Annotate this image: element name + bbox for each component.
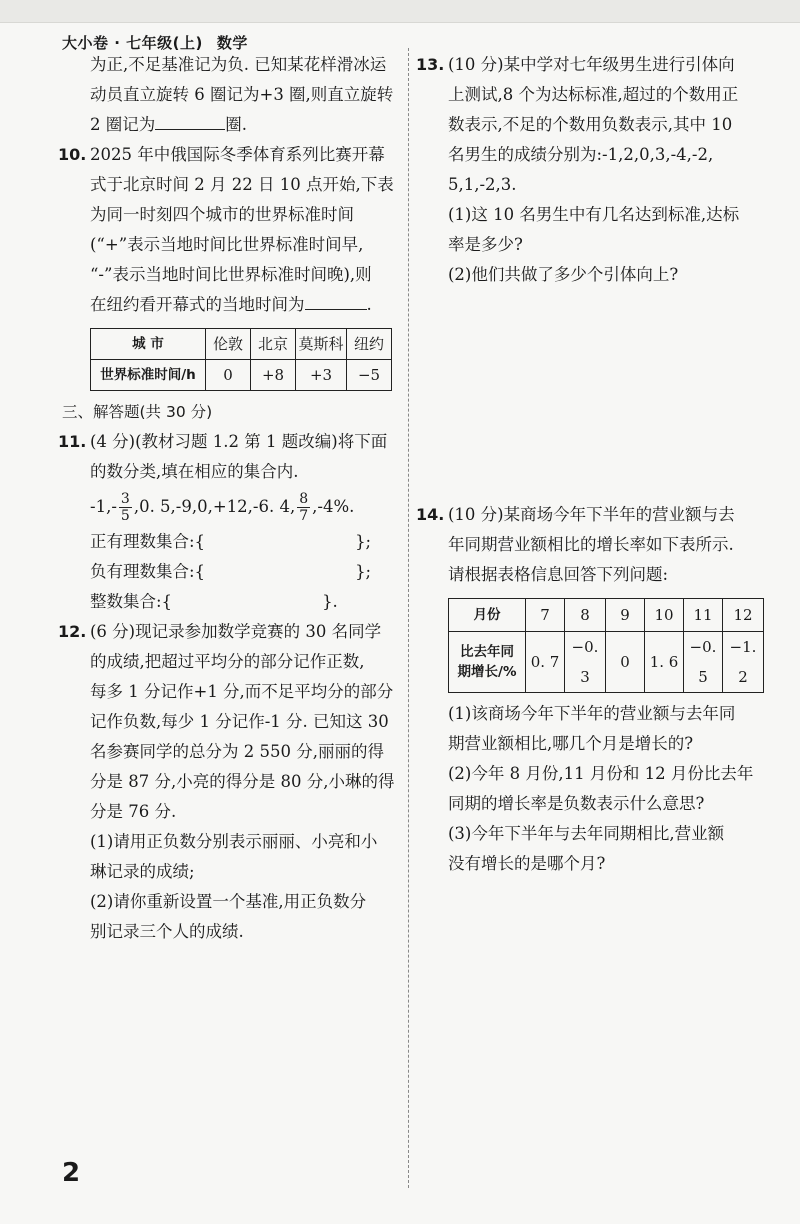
section-heading: 三、解答题(共 30 分) <box>62 403 213 421</box>
set-positive[interactable]: 正有理数集合:{ }; <box>90 532 372 551</box>
table-row <box>91 360 392 391</box>
text-line: 率是多少? <box>448 235 523 254</box>
table-cell: 11 <box>684 599 723 632</box>
table-cell: 0 <box>206 360 251 391</box>
text-line: 名男生的成绩分别为:-1,2,0,3,-4,-2, <box>448 145 714 164</box>
table-cell: 城 市 <box>91 329 206 360</box>
text-line: (2)今年 8 月份,11 月份和 12 月份比去年 <box>448 764 754 783</box>
column-divider <box>408 48 409 1188</box>
text-line: 名参赛同学的总分为 2 550 分,丽丽的得 <box>90 742 384 761</box>
text-line: 分是 76 分. <box>90 802 177 821</box>
text-line: 5,1,-2,3. <box>448 175 517 194</box>
text-line: 请根据表格信息回答下列问题: <box>448 565 669 584</box>
table-cell: 9 <box>606 599 645 632</box>
table-row <box>449 632 764 693</box>
table-cell: 0 <box>606 632 645 693</box>
text-line: 为正,不足基准记为负. 已知某花样滑冰运 <box>90 55 387 74</box>
table-cell: −0. 5 <box>684 632 723 693</box>
text-line: 别记录三个人的成绩. <box>90 922 244 941</box>
table-cell: 10 <box>645 599 684 632</box>
text-line: 没有增长的是哪个月? <box>448 854 606 873</box>
question-10 <box>58 140 400 391</box>
text-line: (1)这 10 名男生中有几名达到标准,达标 <box>448 205 740 224</box>
table-cell: 8 <box>565 599 606 632</box>
table-cell: 0. 7 <box>526 632 565 693</box>
text-line: 记作负数,每少 1 分记作-1 分. 已知这 30 <box>90 712 389 731</box>
text-line: 式于北京时间 2 月 22 日 10 点开始,下表 <box>90 175 394 194</box>
text-line: 的成绩,把超过平均分的部分记作正数, <box>90 652 365 671</box>
text-line: 分是 87 分,小亮的得分是 80 分,小琳的得 <box>90 772 395 791</box>
text-line: 的数分类,填在相应的集合内. <box>90 462 299 481</box>
table-cell: −5 <box>347 360 392 391</box>
text-line: (2)他们共做了多少个引体向上? <box>448 265 679 284</box>
fraction: $\frac{3}{5}$ <box>120 491 130 524</box>
table-cell: 12 <box>723 599 764 632</box>
table-row <box>449 599 764 632</box>
right-column <box>416 50 765 879</box>
growth-table <box>448 598 764 693</box>
text-line: 同期的增长率是负数表示什么意思? <box>448 794 705 813</box>
question-14 <box>416 500 765 879</box>
question-number: 14. <box>416 505 445 524</box>
text-line: (3)今年下半年与去年同期相比,营业额 <box>448 824 725 843</box>
table-cell: −1. 2 <box>723 632 764 693</box>
table-cell: 1. 6 <box>645 632 684 693</box>
table-cell: 纽约 <box>347 329 392 360</box>
text-line: 动员直立旋转 6 圈记为+3 圈,则直立旋转 <box>90 85 394 104</box>
text-line: “-”表示当地时间比世界标准时间晚),则 <box>90 265 372 284</box>
table-cell: −0. 3 <box>565 632 606 693</box>
table-cell: +8 <box>251 360 296 391</box>
text-line: 期营业额相比,哪几个月是增长的? <box>448 734 694 753</box>
question-9-continued <box>62 50 400 140</box>
scan-top-edge <box>0 0 800 23</box>
number-list: -1,- $\frac{3}{5}$ ,0. 5,-9,0,+12,-6. 4, $\frac{8}{7}$ ,-4%. <box>90 491 355 524</box>
table-cell: 伦敦 <box>206 329 251 360</box>
text-line: 2 圈记为 圈. <box>90 110 400 140</box>
table-cell: 世界标准时间/h <box>91 360 206 391</box>
question-number: 13. <box>416 55 445 74</box>
fraction: $\frac{8}{7}$ <box>299 491 309 524</box>
text-line: 每多 1 分记作+1 分,而不足平均分的部分 <box>90 682 394 701</box>
table-cell: 7 <box>526 599 565 632</box>
text-line: 2025 年中俄国际冬季体育系列比赛开幕 <box>90 145 385 164</box>
question-number: 10. <box>58 145 87 164</box>
set-integer[interactable]: 整数集合:{ }. <box>90 592 338 611</box>
text-line: 年同期营业额相比的增长率如下表所示. <box>448 535 734 554</box>
table-cell: 北京 <box>251 329 296 360</box>
text-line: 为同一时刻四个城市的世界标准时间 <box>90 205 354 224</box>
text-line: (10 分)某中学对七年级男生进行引体向 <box>448 55 735 74</box>
book-title: 大小卷 · 七年级(上) <box>62 34 203 52</box>
set-negative[interactable]: 负有理数集合:{ }; <box>90 562 372 581</box>
answer-space[interactable] <box>420 290 765 500</box>
text-line: (1)该商场今年下半年的营业额与去年同 <box>448 704 736 723</box>
text-line: (2)请你重新设置一个基准,用正负数分 <box>90 892 367 911</box>
left-column <box>58 50 400 947</box>
text-line: (10 分)某商场今年下半年的营业额与去 <box>448 505 735 524</box>
answer-blank[interactable] <box>305 291 367 310</box>
question-12 <box>58 617 400 947</box>
question-number: 11. <box>58 432 87 451</box>
table-cell: 比去年同 期增长/% <box>449 632 526 693</box>
question-number: 12. <box>58 622 87 641</box>
table-cell: 月份 <box>449 599 526 632</box>
text-line: 数表示,不足的个数用负数表示,其中 10 <box>448 115 733 134</box>
subject-label: 数学 <box>216 34 248 52</box>
table-row <box>91 329 392 360</box>
text-line: (6 分)现记录参加数学竞赛的 30 名同学 <box>90 622 382 641</box>
question-13 <box>416 50 765 290</box>
page-number: 2 <box>62 1158 81 1188</box>
answer-blank[interactable] <box>155 111 225 130</box>
text-line: (4 分)(教材习题 1.2 第 1 题改编)将下面 <box>90 432 388 451</box>
text-line: 上测试,8 个为达标标准,超过的个数用正 <box>448 85 739 104</box>
text-line: (1)请用正负数分别表示丽丽、小亮和小 <box>90 832 378 851</box>
text-line: 琳记录的成绩; <box>90 862 195 881</box>
text-line: 在纽约看开幕式的当地时间为 . <box>90 290 400 320</box>
timezone-table <box>90 328 392 391</box>
text-line: (“+”表示当地时间比世界标准时间早, <box>90 235 364 254</box>
table-cell: 莫斯科 <box>296 329 347 360</box>
question-11 <box>58 427 400 617</box>
table-cell: +3 <box>296 360 347 391</box>
